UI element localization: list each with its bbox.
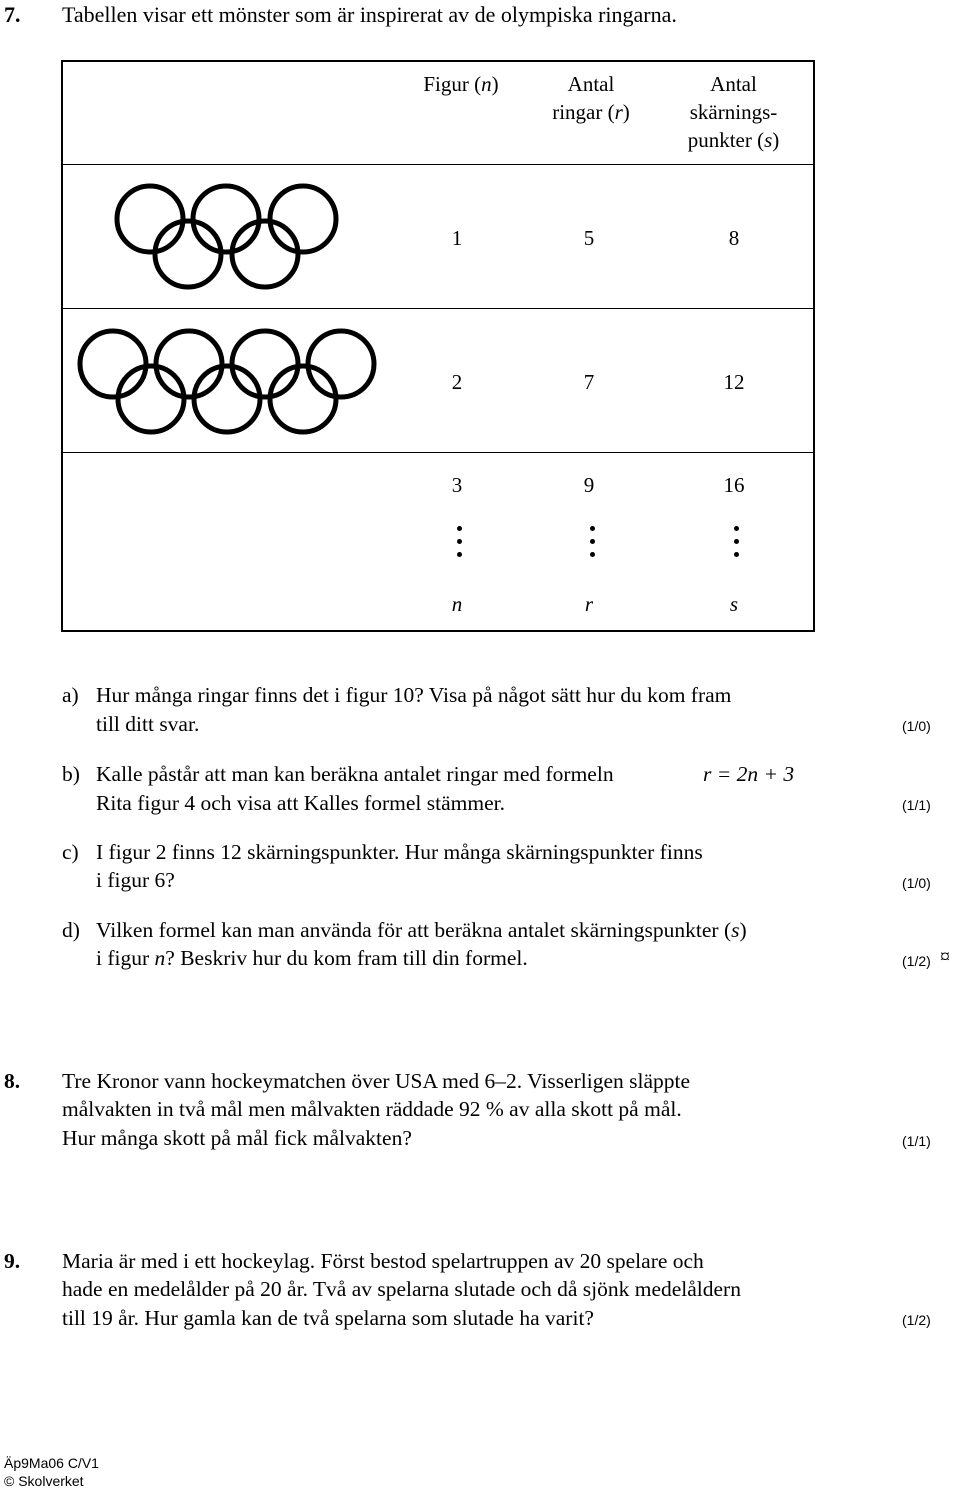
q8-line3: Hur många skott på mål fick målvakten?: [62, 1126, 412, 1150]
row-3-n: 3: [451, 473, 463, 497]
row-last-r: r: [584, 592, 594, 616]
q8-points: (1/1): [902, 1133, 931, 1149]
row-last-n: n: [451, 592, 463, 616]
q7a-points: (1/0): [902, 718, 931, 734]
question-7-title: Tabellen visar ett mönster som är inspirerat av de olympiska ringarna.: [62, 2, 677, 27]
table-divider: [61, 452, 813, 453]
q8-line2: målvakten in två mål men målvakten räddade 92 % av alla skott på mål.: [62, 1097, 682, 1121]
header-figur: Figur (n): [423, 72, 499, 96]
q7b-label: b): [62, 762, 80, 786]
row-3-r: 9: [583, 473, 595, 497]
q7a-line1: Hur många ringar finns det i figur 10? Visa på något sätt hur du kom fram: [96, 683, 732, 707]
row-1-n: 1: [451, 226, 463, 250]
footer-code: Äp9Ma06 C/V1: [4, 1455, 99, 1471]
row-last-s: s: [729, 592, 739, 616]
row-2-s: 12: [723, 370, 745, 394]
row-3-s: 16: [723, 473, 745, 497]
q7d-symbol: ¤: [940, 946, 950, 968]
footer-copyright: © Skolverket: [4, 1473, 84, 1489]
q7d-label: d): [62, 918, 80, 942]
q7d-line2: i figur n? Beskriv hur du kom fram till din formel.: [96, 946, 528, 970]
q7d-line1: Vilken formel kan man använda för att beräkna antalet skärningspunkter (s): [96, 918, 747, 942]
q7a-label: a): [62, 683, 79, 707]
q7b-formula: r = 2n + 3: [703, 762, 795, 786]
header-skarningspunkter: Antal skärnings- punkter (s): [687, 72, 780, 152]
q7b-line1: Kalle påstår att man kan beräkna antalet ringar med formeln: [96, 762, 614, 786]
q9-line1: Maria är med i ett hockeylag. Först bestod spelartruppen av 20 spelare och: [62, 1249, 704, 1273]
q9-points: (1/2): [902, 1312, 931, 1328]
ring-figure-2: [74, 327, 394, 439]
table-divider: [61, 164, 813, 165]
row-1-s: 8: [728, 226, 740, 250]
table-divider: [61, 308, 813, 309]
question-number-9: 9.: [4, 1249, 21, 1273]
pattern-table: [61, 60, 813, 630]
q7c-label: c): [62, 840, 79, 864]
q8-line1: Tre Kronor vann hockeymatchen över USA med 6–2. Visserligen släppte: [62, 1069, 691, 1093]
ellipsis-n: [457, 526, 463, 565]
question-number-8: 8.: [4, 1069, 21, 1093]
q7b-points: (1/1): [902, 797, 931, 813]
q7d-points: (1/2): [902, 953, 931, 969]
q7a-line2: till ditt svar.: [96, 712, 200, 736]
row-2-n: 2: [451, 370, 463, 394]
q9-line3: till 19 år. Hur gamla kan de två spelarna som slutade ha varit?: [62, 1306, 594, 1330]
ellipsis-s: [734, 526, 740, 565]
q7c-line2: i figur 6?: [96, 868, 175, 892]
q7b-line2: Rita figur 4 och visa att Kalles formel stämmer.: [96, 791, 505, 815]
ellipsis-r: [590, 526, 596, 565]
ring-figure-1: [111, 182, 351, 294]
row-1-r: 5: [583, 226, 595, 250]
question-number-7: 7.: [4, 2, 21, 27]
header-antal-ringar: Antal ringar (r): [552, 72, 630, 124]
q7c-line1: I figur 2 finns 12 skärningspunkter. Hur många skärningspunkter finns: [96, 840, 703, 864]
q9-line2: hade en medelålder på 20 år. Två av spelarna slutade och då sjönk medelåldern: [62, 1277, 741, 1301]
row-2-r: 7: [583, 370, 595, 394]
q7c-points: (1/0): [902, 875, 931, 891]
